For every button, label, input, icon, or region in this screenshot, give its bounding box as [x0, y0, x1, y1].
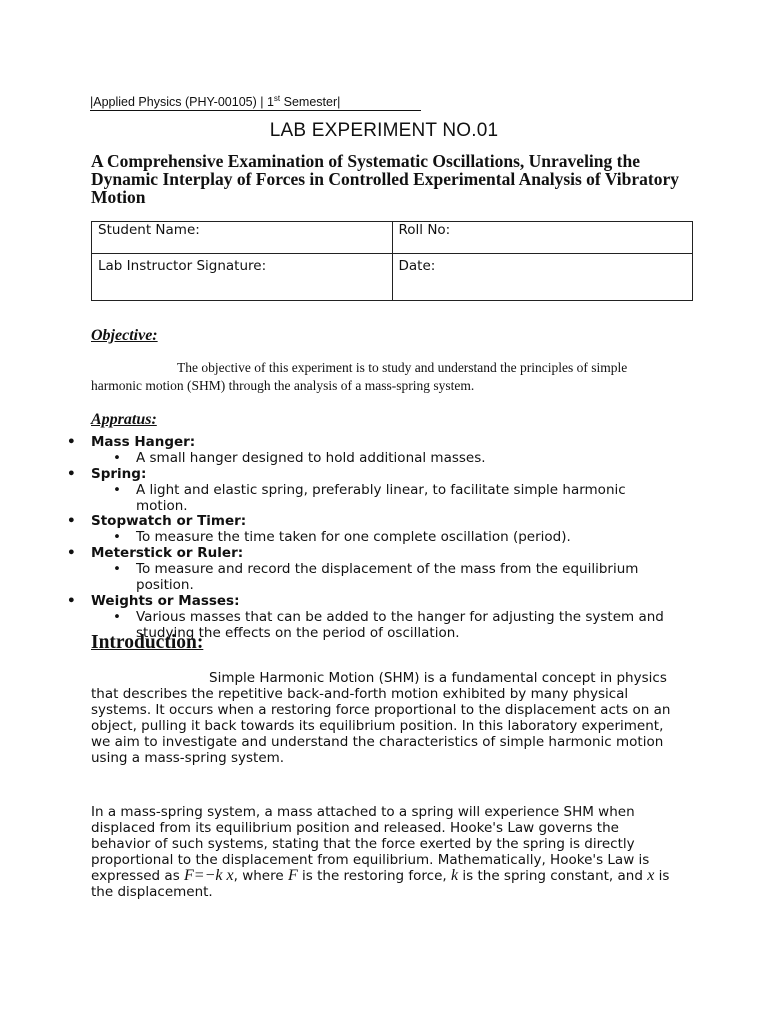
student-name-cell: Student Name: — [92, 222, 393, 254]
course-header-prefix: |Applied Physics (PHY-00105) | 1 — [90, 95, 274, 110]
force-symbol: F — [287, 867, 298, 884]
force-desc: is the restoring force, — [297, 868, 451, 884]
apparatus-item-name: Stopwatch or Timer: — [91, 513, 247, 529]
course-header-sup: st — [273, 94, 281, 103]
bullet-icon: • — [67, 545, 76, 561]
spring-constant-desc: is the spring constant, and — [458, 868, 648, 884]
apparatus-item-desc: A small hanger designed to hold additional masses. — [136, 450, 486, 466]
apparatus-item — [0, 464, 700, 512]
bullet-icon: • — [67, 434, 76, 450]
sub-bullet-icon: • — [113, 482, 121, 498]
student-info-table — [91, 221, 693, 301]
objective-body: The objective of this experiment is to study and understand the principles of simple harmonic motion (SHM) through the analysis of a mass-spring system. — [91, 360, 628, 393]
apparatus-item-desc: Various masses that can be added to the hanger for adjusting the system and studying the effects on the period of oscillation. — [136, 609, 664, 641]
introduction-paragraph-1 — [91, 670, 681, 766]
sub-bullet-icon: • — [113, 450, 121, 466]
apparatus-item — [0, 432, 700, 464]
instructor-signature-cell: Lab Instructor Signature: — [92, 254, 393, 301]
apparatus-item-name: Spring: — [91, 466, 147, 482]
apparatus-heading: Appratus: — [91, 411, 157, 428]
apparatus-item-desc: To measure and record the displacement of the mass from the equilibrium position. — [136, 561, 639, 593]
apparatus-item-desc: To measure the time taken for one complete oscillation (period). — [136, 529, 571, 545]
lab-title: LAB EXPERIMENT NO.01 — [269, 120, 499, 141]
apparatus-list — [0, 432, 700, 640]
date-cell: Date: — [392, 254, 693, 301]
bullet-icon: • — [67, 466, 76, 482]
apparatus-item — [0, 512, 700, 544]
sub-bullet-icon: • — [113, 561, 121, 577]
objective-heading: Objective: — [91, 327, 158, 344]
spring-constant-symbol: k — [451, 867, 459, 884]
introduction-paragraph-1-text: Simple Harmonic Motion (SHM) is a fundamental concept in physics that describes the repetitive back-and-forth motion exhibited by many physical systems. It occurs when a restoring force proportional to the displacement acts on an object, pulling it back towards its equilibrium position. In this laboratory experiment, we aim to investigate and understand the characteristics of simple harmonic motion using a mass-spring system. — [91, 670, 671, 766]
hookes-law-formula: F=−k x — [184, 867, 234, 884]
displacement-desc: is the displacement. — [91, 868, 670, 900]
sub-bullet-icon: • — [113, 609, 121, 625]
course-header — [90, 94, 421, 111]
objective-text — [91, 359, 651, 395]
roll-no-cell: Roll No: — [392, 222, 693, 254]
where-text: , where — [233, 868, 288, 884]
document-title: A Comprehensive Examination of Systematic Oscillations, Unraveling the Dynamic Interplay of Forces in Controlled Experimental Analysis of Vibratory Motion — [91, 151, 680, 207]
bullet-icon: • — [67, 593, 76, 609]
sub-bullet-icon: • — [113, 529, 121, 545]
displacement-symbol: x — [647, 867, 655, 884]
apparatus-item-desc: A light and elastic spring, preferably linear, to facilitate simple harmonic motion. — [136, 482, 626, 514]
apparatus-item-name: Weights or Masses: — [91, 593, 240, 609]
apparatus-item-name: Mass Hanger: — [91, 434, 196, 450]
introduction-paragraph-2 — [91, 804, 681, 900]
introduction-heading: Introduction: — [91, 632, 204, 653]
apparatus-item — [0, 544, 700, 592]
apparatus-item-name: Meterstick or Ruler: — [91, 545, 244, 561]
bullet-icon: • — [67, 513, 76, 529]
course-header-suffix: Semester| — [280, 95, 341, 110]
introduction-paragraph-2-text: In a mass-spring system, a mass attached to a spring will experience SHM when displaced from its equilibrium position and released. Hooke's Law governs the behavior of such systems, stating that the force exerted by the spring is directly proportional to the displacement from equilibrium. Mathematically, Hooke's Law is expressed as — [91, 804, 650, 884]
